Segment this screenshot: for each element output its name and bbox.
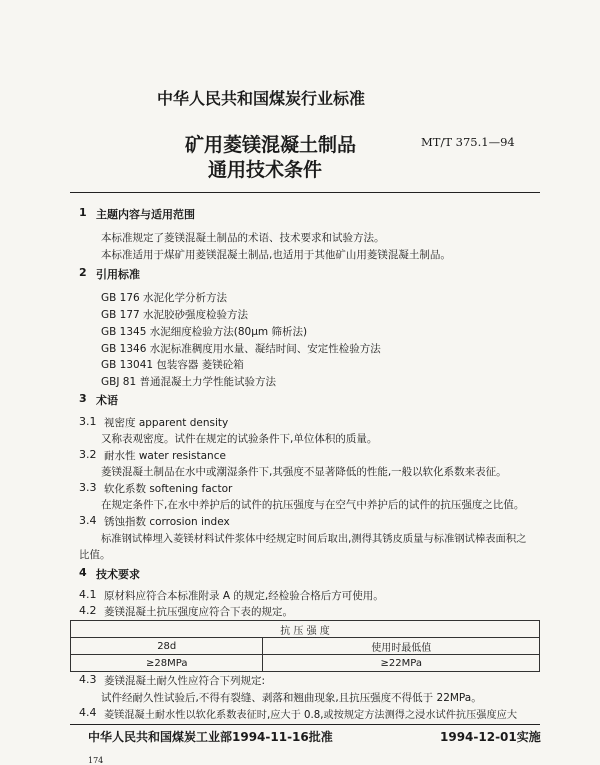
term-3-1-number: 3.1 bbox=[79, 415, 97, 428]
table-value-min: ≥22MPa bbox=[263, 655, 540, 672]
term-3-3-definition: 在规定条件下,在水中养护后的试件的抗压强度与在空气中养护后的试件的抗压强度之比值。 bbox=[101, 499, 525, 511]
strength-table bbox=[70, 620, 540, 672]
section-1-heading: 主题内容与适用范围 bbox=[96, 208, 195, 221]
req-4-3-text: 菱镁混凝土耐久性应符合下列规定: bbox=[104, 675, 266, 687]
section-1-number: 1 bbox=[79, 206, 87, 219]
req-4-3-number: 4.3 bbox=[79, 673, 97, 686]
reference-item: GBJ 81 普通混凝土力学性能试验方法 bbox=[101, 376, 276, 388]
term-3-4-title: 锈蚀指数 corrosion index bbox=[104, 516, 230, 528]
table-header: 抗 压 强 度 bbox=[71, 621, 540, 638]
reference-item: GB 176 水泥化学分析方法 bbox=[101, 292, 228, 304]
term-3-2-definition: 菱镁混凝土制品在水中或潮湿条件下,其强度不显著降低的性能,一般以软化系数来表征。 bbox=[101, 466, 507, 478]
section-2-heading: 引用标准 bbox=[96, 268, 140, 281]
term-3-2-number: 3.2 bbox=[79, 448, 97, 461]
reference-item: GB 1346 水泥标准稠度用水量、凝结时间、安定性检验方法 bbox=[101, 343, 381, 355]
term-3-3-title: 软化系数 softening factor bbox=[104, 483, 233, 495]
table-col-min: 使用时最低值 bbox=[263, 638, 540, 655]
req-4-1-number: 4.1 bbox=[79, 588, 97, 601]
footer-divider bbox=[70, 724, 540, 725]
title-divider bbox=[70, 192, 540, 193]
section-1-para-1: 本标准规定了菱镁混凝土制品的术语、技术要求和试验方法。 bbox=[101, 232, 385, 244]
req-4-3-detail: 试件经耐久性试验后,不得有裂缝、剥落和翘曲现象,且抗压强度不得低于 22MPa。 bbox=[101, 692, 482, 704]
document-title: 矿用菱镁混凝土制品 bbox=[185, 134, 357, 156]
implement-date: 1994-12-01实施 bbox=[440, 730, 541, 744]
section-4-number: 4 bbox=[79, 566, 87, 579]
req-4-4-text: 菱镁混凝土耐水性以软化系数表征时,应大于 0.8,或按规定方法测得之浸水试件抗压强度应大 bbox=[104, 710, 518, 721]
term-3-4-definition: 标准钢试棒埋入菱镁材料试件浆体中经规定时间后取出,测得其锈皮质量与标准钢试棒表面积之 bbox=[101, 533, 527, 545]
table-value-28d: ≥28MPa bbox=[71, 655, 263, 672]
term-3-2-title: 耐水性 water resistance bbox=[104, 450, 226, 462]
publisher-header: 中华人民共和国煤炭行业标准 bbox=[157, 89, 366, 108]
standard-code: MT/T 375.1—94 bbox=[421, 135, 515, 149]
reference-item: GB 1345 水泥细度检验方法(80μm 筛析法) bbox=[101, 326, 308, 338]
term-3-3-number: 3.3 bbox=[79, 481, 97, 494]
document-subtitle: 通用技术条件 bbox=[208, 159, 323, 181]
table-col-28d: 28d bbox=[71, 638, 263, 655]
section-1-para-2: 本标准适用于煤矿用菱镁混凝土制品,也适用于其他矿山用菱镁混凝土制品。 bbox=[101, 249, 451, 261]
req-4-2-text: 菱镁混凝土抗压强度应符合下表的规定。 bbox=[104, 606, 293, 618]
term-3-4-number: 3.4 bbox=[79, 514, 97, 527]
issuer-line: 中华人民共和国煤炭工业部1994-11-16批准 bbox=[88, 730, 333, 744]
req-4-1-text: 原材料应符合本标准附录 A 的规定,经检验合格后方可使用。 bbox=[104, 590, 384, 602]
section-3-heading: 术语 bbox=[96, 394, 118, 407]
term-3-1-title: 视密度 apparent density bbox=[104, 417, 229, 429]
term-3-4-definition-cont: 比值。 bbox=[79, 549, 111, 561]
section-3-number: 3 bbox=[79, 392, 87, 405]
reference-item: GB 13041 包装容器 菱镁砼箱 bbox=[101, 359, 244, 371]
section-2-number: 2 bbox=[79, 266, 87, 279]
req-4-2-number: 4.2 bbox=[79, 604, 97, 617]
page-number: 174 bbox=[88, 756, 104, 765]
reference-item: GB 177 水泥胶砂强度检验方法 bbox=[101, 309, 249, 321]
term-3-1-definition: 又称表观密度。试件在规定的试验条件下,单位体积的质量。 bbox=[101, 433, 378, 445]
section-4-heading: 技术要求 bbox=[96, 568, 140, 581]
req-4-4-number: 4.4 bbox=[79, 706, 97, 719]
